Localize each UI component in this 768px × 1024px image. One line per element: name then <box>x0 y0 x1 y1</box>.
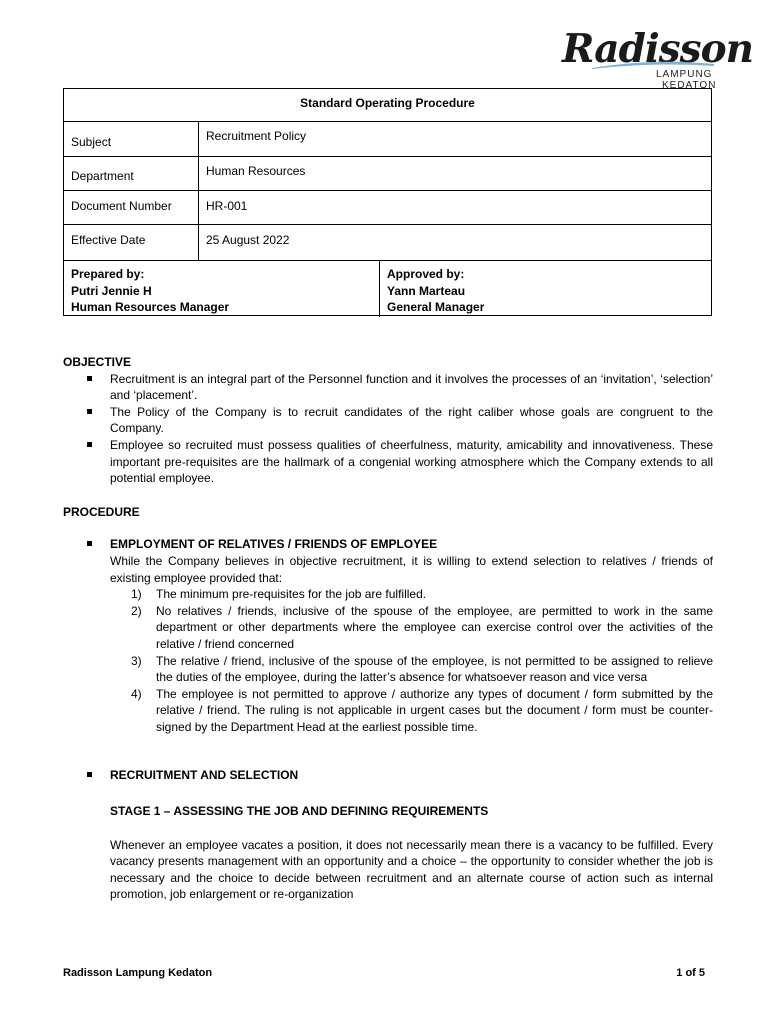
relatives-item: 3) The relative / friend, inclusive of the spouse of the employee, is not permitted to be assigned to relieve the duties of the employee, during the latter’s absence for whatsoever reason and vice versa <box>131 653 713 685</box>
effective-date-label: Effective Date <box>64 225 199 260</box>
document-number-value: HR-001 <box>206 199 248 213</box>
prepared-heading: Prepared by: <box>71 267 145 281</box>
sop-title-row <box>64 89 711 122</box>
department-label: Department <box>64 157 199 190</box>
subject-value: Recruitment Policy <box>206 129 307 143</box>
relatives-item: 1) The minimum pre-requisites for the job are fulfilled. <box>131 587 427 602</box>
bullet-square-icon <box>87 442 92 447</box>
sop-title: Standard Operating Procedure <box>300 96 475 110</box>
subject-label: Subject <box>64 122 199 156</box>
sop-row-subject <box>64 122 711 157</box>
department-value: Human Resources <box>206 164 306 178</box>
logo-line1: LAMPUNG <box>656 69 713 80</box>
objective-bullet: Recruitment is an integral part of the Personnel function and it involves the processes of an ‘invitation’, ‘selection’ and ‘placement’. <box>63 371 713 404</box>
bullet-square-icon <box>87 409 92 414</box>
recruitment-heading: RECRUITMENT AND SELECTION <box>63 767 713 784</box>
sop-row-document-number <box>64 191 711 225</box>
bullet-square-icon <box>87 772 92 777</box>
document-body <box>63 354 713 903</box>
approved-heading: Approved by: <box>387 267 465 281</box>
relatives-intro: While the Company believes in objective recruitment, it is willing to extend selection to relatives / friends of existing employee provided that: <box>110 553 713 585</box>
relatives-item: 2) No relatives / friends, inclusive of the spouse of the employee, are permitted to work in the same department or other departments where the employee can exercise control over the activities of the relative / friend concerned <box>131 603 713 651</box>
objective-heading: OBJECTIVE <box>63 355 132 369</box>
prepared-name: Putri Jennie H <box>71 283 152 298</box>
document-number-label: Document Number <box>64 191 199 224</box>
logo-brand: Radisson <box>562 26 753 72</box>
relatives-item: 4) The employee is not permitted to approve / authorize any types of document / form submitted by the relative / friend. The ruling is not applicable in urgent cases but the document / form must be counter-signed by the Department Head at the earliest possible time. <box>131 686 713 734</box>
objective-bullet: Employee so recruited must possess qualities of cheerfulness, maturity, amicability and innovativeness. These important pre-requisites are the hallmark of a congenial working atmosphere which the Company extends to all potential employee. <box>63 437 713 487</box>
stage-heading: STAGE 1 – ASSESSING THE JOB AND DEFINING REQUIREMENTS <box>110 804 489 819</box>
approved-by <box>380 261 711 317</box>
objective-bullet: The Policy of the Company is to recruit candidates of the right caliber whose goals are congruent to the Company. <box>63 404 713 437</box>
effective-date-value: 25 August 2022 <box>206 233 290 247</box>
sop-signoff-row <box>64 261 711 317</box>
sop-row-department <box>64 157 711 191</box>
approved-name: Yann Marteau <box>387 283 466 298</box>
bullet-square-icon <box>87 376 92 381</box>
bullet-square-icon <box>87 541 92 546</box>
procedure-heading: PROCEDURE <box>63 504 140 519</box>
approved-role: General Manager <box>387 300 485 314</box>
prepared-role: Human Resources Manager <box>71 300 230 314</box>
radisson-logo <box>562 26 753 88</box>
relatives-heading: EMPLOYMENT OF RELATIVES / FRIENDS OF EMPLOYEE <box>63 536 713 553</box>
sop-row-effective-date <box>64 225 711 261</box>
footer-page-number: 1 of 5 <box>676 967 705 979</box>
footer-hotel-name: Radisson Lampung Kedaton <box>63 967 213 979</box>
recruitment-paragraph: Whenever an employee vacates a position, it does not necessarily mean there is a vacancy to be fulfilled. Every vacancy presents management with an opportunity and a choice – the opportunity to consider whether the job is necessary and the choice to decide between recruitment and an alternate course of action such as internal promotion, job enlargement or re-organization <box>110 837 713 902</box>
logo-line2: KEDATON <box>662 80 717 88</box>
sop-table <box>63 88 712 316</box>
prepared-by <box>64 261 380 317</box>
